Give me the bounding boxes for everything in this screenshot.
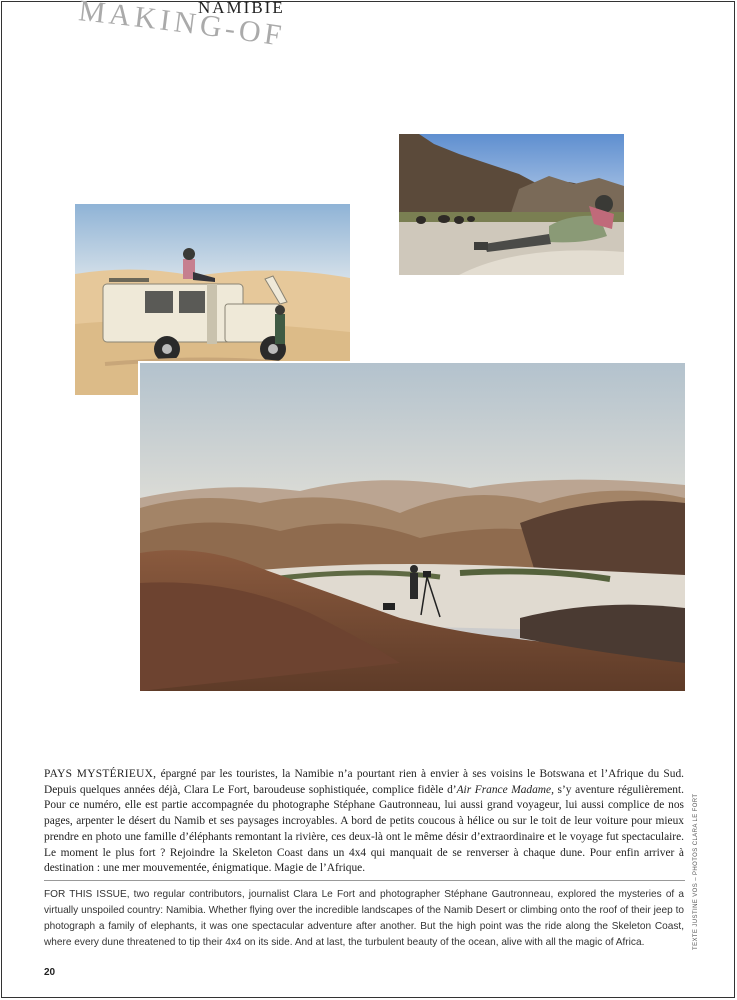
section-header: [70, 0, 370, 68]
photo-mountain-landscape: [140, 363, 685, 691]
page-number: 20: [44, 967, 56, 978]
category-label: NAMIBIE: [198, 0, 285, 17]
photo-elephants-image: [399, 134, 624, 275]
article-body-english: [44, 887, 684, 951]
article-body-part-1: épargné par les touristes, la Namibie n’a pourtant rien à envier à ses voisins le Botswana et l’Afrique du Sud. Depuis quelques années déjà, Clara Le Fort, baroudeuse sophistiquée, complice fidèle d’: [44, 768, 684, 796]
magazine-name: Air France Madame,: [456, 783, 554, 796]
section-title: MAKING-OF: [77, 0, 288, 53]
english-lead: FOR THIS ISSUE,: [44, 889, 130, 900]
article-body-part-2: s’y aventure régulièrement. Pour ce numéro, elle est partie accompagnée du photographe Stéphane Gautronneau, lui aussi grand voyageur, lui aussi complice de nos pages, arpenter le désert du Namib et ses paysages incroyables. A bord de petits coucous à hélice ou sur le toit de leur voiture pour mieux prendre en photo une famille d’éléphants remontant la rivière, ces deux-là ont le même désir d’extraordinaire et le voyage fut spectaculaire. Le moment le plus fort ? Rejoindre la Skeleton Coast dans un 4x4 qui manquait de se renverser à chaque dune. Pour enfin arriver à destination : une mer mouvementée, énigmatique. Magie de l’Afrique.: [44, 783, 684, 875]
english-body: two regular contributors, journalist Clara Le Fort and photographer Stéphane Gautronneau, explored the mysteries of a virtually unspoiled country: Namibia. Whether flying over the incredible landscapes of the Namib Desert or climbing onto the roof of their jeep to photograph a family of elephants, it was one spectacular adventure after another. But the high point was the ride along the Skeleton Coast, where every dune threatened to tip their 4x4 on its side. And at last, the turbulent beauty of the ocean, alive with all the magic of Africa.: [44, 889, 684, 948]
divider-rule: [44, 880, 685, 881]
photo-elephants-rest: [399, 134, 624, 275]
photo-credit: TEXTE JUSTINE VOS – PHOTOS CLARA LE FORT: [693, 793, 699, 950]
photo-landscape-image: [140, 363, 685, 691]
article-lead-caps: PAYS MYSTÉRIEUX,: [44, 768, 157, 780]
article-body-french: [44, 767, 684, 877]
